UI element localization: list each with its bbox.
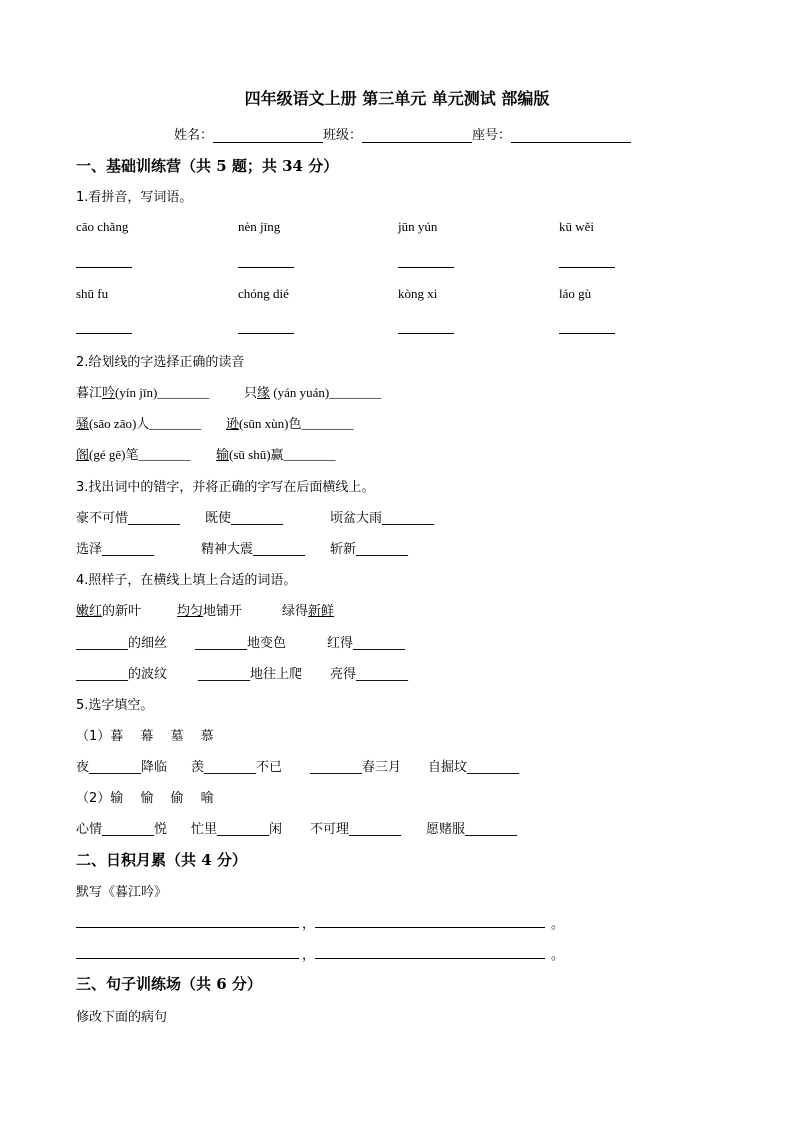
reading-item: 阁(gé gē)笔________ <box>76 447 191 463</box>
example-phrase: 嫩红的新叶 <box>76 604 142 619</box>
reading-item: 暮江吟(yín jīn)________ <box>76 385 210 401</box>
name-label: 姓名： <box>174 128 214 143</box>
s3-prompt: 修改下面的病句 <box>76 1010 168 1025</box>
pinyin: kū wěi <box>559 219 595 234</box>
pinyin: chóng dié <box>238 286 289 301</box>
period: 。 <box>551 917 565 932</box>
fill-item: 心情________悦 <box>76 822 168 837</box>
typo-item: 既使________ <box>205 511 284 526</box>
answer-blank[interactable] <box>398 267 454 268</box>
class-field[interactable] <box>362 128 472 143</box>
answer-blank[interactable] <box>238 333 294 334</box>
fill-item: ________的波纹 <box>76 667 168 682</box>
example-phrase: 绿得新鲜 <box>282 604 335 619</box>
answer-blank[interactable] <box>238 267 294 268</box>
reading-item: 只缘 (yán yuán)________ <box>244 385 382 401</box>
answer-blank[interactable] <box>559 267 615 268</box>
answer-blank[interactable] <box>559 333 615 334</box>
poem-line-blank[interactable] <box>315 958 545 959</box>
poem-line-blank[interactable] <box>76 927 299 928</box>
section-1-heading: 一、基础训练营（共 5 题；共 34 分） <box>76 157 339 175</box>
reading-item: 输(sū shū)赢________ <box>216 447 336 463</box>
fill-item: 自掘坟________ <box>428 760 520 775</box>
answer-blank[interactable] <box>398 333 454 334</box>
fill-item: ________的细丝 <box>76 636 168 651</box>
s2-prompt: 默写《暮江吟》 <box>76 885 168 900</box>
reading-item: 逊(sūn xùn)色________ <box>226 416 354 432</box>
pinyin: nèn jīng <box>238 219 281 234</box>
fill-item: 不可理________ <box>310 822 402 837</box>
answer-blank[interactable] <box>76 333 132 334</box>
section-3-heading: 三、句子训练场（共 6 分） <box>76 975 262 993</box>
fill-item: 愿赌服________ <box>426 822 518 837</box>
example-phrase: 均匀地铺开 <box>177 604 243 619</box>
q5-prompt: 5.选字填空。 <box>76 698 154 713</box>
fill-item: ________地往上爬 <box>198 667 303 682</box>
fill-item: ________春三月 <box>310 760 402 775</box>
fill-item: 羡________不已 <box>191 760 283 775</box>
comma: ， <box>302 917 316 932</box>
seat-field[interactable] <box>511 128 631 143</box>
comma: ， <box>302 948 316 963</box>
poem-line-blank[interactable] <box>315 927 545 928</box>
fill-item: 红得________ <box>327 636 406 651</box>
q3-prompt: 3.找出词中的错字，并将正确的字写在后面横线上。 <box>76 480 375 495</box>
pinyin: shū fu <box>76 286 109 301</box>
char-options: （1）暮 幕 墓 慕 <box>76 729 214 744</box>
typo-item: 精神大震________ <box>201 542 306 557</box>
seat-label: 座号： <box>472 128 512 143</box>
pinyin: kòng xi <box>398 286 438 301</box>
section-2-heading: 二、日积月累（共 4 分） <box>76 851 247 869</box>
poem-line-blank[interactable] <box>76 958 299 959</box>
q2-prompt: 2.给划线的字选择正确的读音 <box>76 355 245 370</box>
period: 。 <box>551 948 565 963</box>
answer-blank[interactable] <box>76 267 132 268</box>
fill-item: 亮得________ <box>330 667 409 682</box>
page-title: 四年级语文上册 第三单元 单元测试 部编版 <box>244 89 550 108</box>
name-field[interactable] <box>213 128 323 143</box>
char-options: （2）输 愉 偷 喻 <box>76 791 214 806</box>
fill-item: ________地变色 <box>195 636 287 651</box>
student-info <box>174 124 631 143</box>
pinyin: láo gù <box>559 286 592 301</box>
q1-prompt: 1.看拼音，写词语。 <box>76 190 193 205</box>
pinyin: jūn yún <box>398 219 438 234</box>
class-label: 班级： <box>323 128 363 143</box>
pinyin: cāo chǎng <box>76 219 129 234</box>
typo-item: 顷盆大雨________ <box>330 511 435 526</box>
fill-item: 忙里________闲 <box>191 822 283 837</box>
reading-item: 骚(sāo zāo)人________ <box>76 416 202 432</box>
typo-item: 豪不可惜________ <box>76 511 181 526</box>
typo-item: 选泽________ <box>76 542 155 557</box>
fill-item: 夜________降临 <box>76 760 168 775</box>
q4-prompt: 4.照样子，在横线上填上合适的词语。 <box>76 573 297 588</box>
typo-item: 斩新________ <box>330 542 409 557</box>
